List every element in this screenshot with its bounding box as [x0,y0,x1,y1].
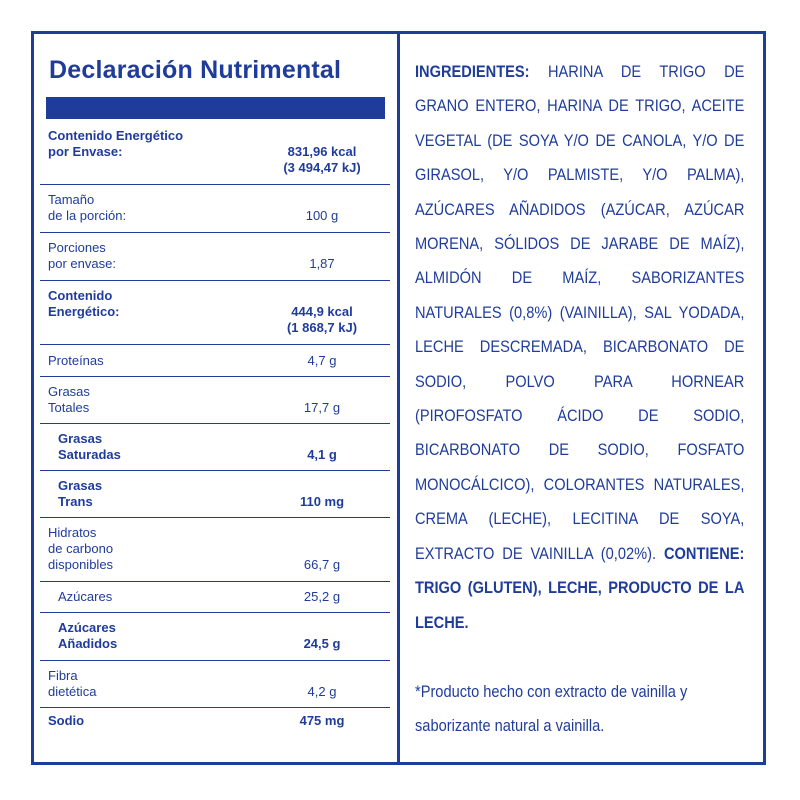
ingredients-text [415,55,744,640]
row-label: Fibra [48,668,78,683]
row-fiber [40,661,390,708]
row-label: de carbono [48,541,114,556]
ingredients-label: INGREDIENTES: [415,62,530,81]
row-label: por Envase: [48,144,123,159]
row-label: Contenido Energético [48,128,184,143]
row-energy [40,281,390,345]
row-label: Tamaño [48,192,95,207]
row-label: Energético: [48,304,120,319]
row-added-sugars [40,613,390,661]
row-energy-package [40,119,390,185]
row-sugars [40,582,390,613]
row-value: 4,1 g [307,447,337,462]
row-value: 4,2 g [307,684,337,699]
row-saturated-fat [40,424,390,471]
row-value: 66,7 g [303,557,341,572]
row-value: 110 mg [299,494,345,509]
row-label: Saturadas [58,447,121,462]
row-label: Trans [58,494,93,509]
row-value: (3 494,47 kJ) [283,160,361,175]
row-value: 24,5 g [303,636,341,651]
panel-title: Declaración Nutrimental [49,56,342,84]
row-label: Grasas [48,384,90,399]
row-trans-fat [40,471,390,518]
row-label: de la porción: [48,208,127,223]
row-label: Porciones [48,240,106,255]
row-servings [40,233,390,281]
panel-divider [397,31,400,765]
row-value: 100 g [305,208,339,223]
row-label: Grasas [58,431,103,446]
row-label: Grasas [58,478,103,493]
row-value: 25,2 g [303,589,341,604]
row-fat [40,377,390,424]
title-bar [46,97,385,119]
row-value: 475 mg [299,713,345,728]
nutrition-table [40,119,390,732]
ingredients-list: HARINA DE TRIGO DE GRANO ENTERO, HARINA DE TRIGO, ACEITE VEGETAL (DE SOYA Y/O DE CANOLA, Y/O DE GIRASOL, Y/O PALMISTE, Y/O PALMA), AZÚCARES AÑADIDOS (AZÚCAR, AZÚCAR MORENA, SÓLIDOS DE JARABE DE MAÍZ), ALMIDÓN DE MAÍZ, SABORIZANTES NATURALES (0,8%) (VAINILLA), SAL YODADA, LECHE DESCREMADA, BICARBONATO DE SODIO, POLVO PARA HORNEAR (PIROFOSFATO ÁCIDO DE SODIO, BICARBONATO DE SODIO, FOSFATO MONOCÁLCICO), COLORANTES NATURALES, CREMA (LECHE), LECITINA DE SOYA, EXTRACTO DE VAINILLA (0,02%). [415,62,745,563]
row-label: Añadidos [58,636,118,651]
row-label: Hidratos [48,525,97,540]
row-value: 831,96 kcal [287,144,357,159]
row-label: Totales [48,400,90,415]
row-value: (1 868,7 kJ) [286,320,358,335]
row-label: por envase: [48,256,116,271]
row-value: 1,87 [309,256,335,271]
row-label: Contenido [48,288,113,303]
row-carbohydrates [40,518,390,582]
row-label: Azúcares [58,620,116,635]
row-label: disponibles [48,557,114,572]
row-sodium [40,708,390,732]
ingredients-panel [415,55,745,640]
row-value: 4,7 g [307,353,337,368]
row-portion [40,185,390,233]
row-label: Proteínas [48,353,104,368]
row-label: Azúcares [58,589,113,604]
allergen-statement: CONTIENE: TRIGO (GLUTEN), LECHE, PRODUCTO DE LA LECHE. [415,543,745,632]
row-value: 444,9 kcal [291,304,353,319]
row-label: Sodio [48,713,85,728]
row-value: 17,7 g [303,400,341,415]
footnote: *Producto hecho con extracto de vainilla y saborizante natural a vainilla. [415,682,688,735]
row-label: dietética [48,684,97,699]
row-protein [40,345,390,377]
